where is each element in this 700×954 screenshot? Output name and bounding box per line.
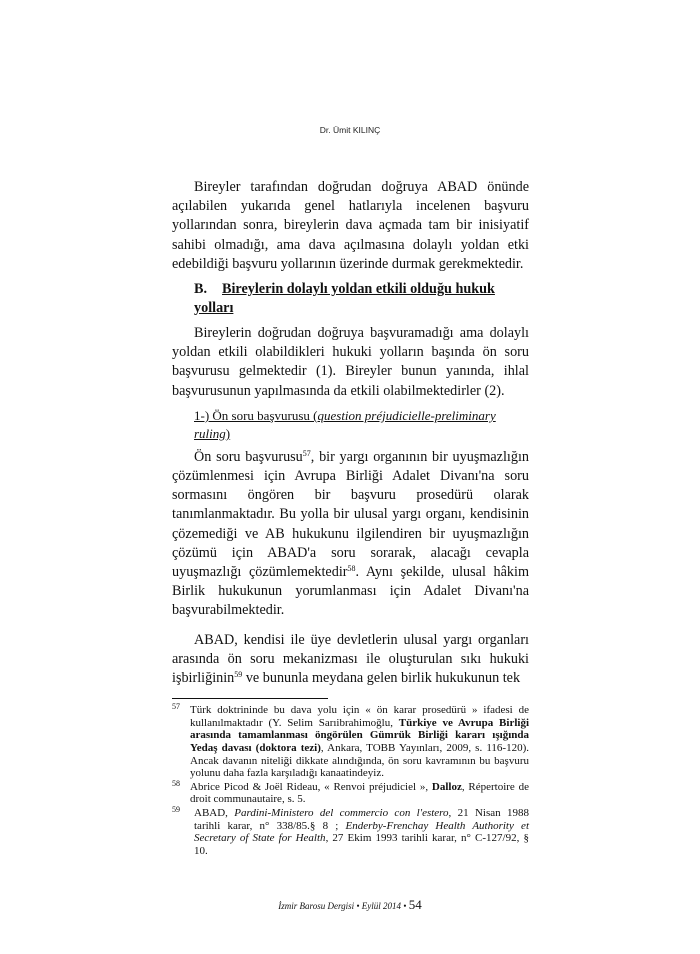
text-run: ve bununla meydana gelen birlik hukukunun tek	[242, 670, 521, 687]
footnote-ref[interactable]: 59	[234, 670, 243, 680]
journal-name: İzmir Barosu Dergisi	[278, 901, 355, 912]
paragraph: Bireylerin doğrudan doğruya başvuramadığı ama dolaylı yoldan etkili olabildikleri hukuki yolların başında ön soru başvurusu gelmektedir (1). Bireyler bunun yanında, ihlal başvurusunun yapılmasında da etkili olabilmektedirler (2).	[172, 325, 529, 399]
footnote-number: 58	[172, 778, 180, 788]
text-run: ABAD,	[194, 807, 235, 820]
paragraph	[172, 448, 529, 621]
body-text	[172, 178, 529, 857]
footnote-57	[172, 704, 529, 780]
footnote-ref[interactable]: 57	[302, 448, 311, 458]
text-run: Abrice Picod & Joël Rideau, « Renvoi préjudiciel »,	[190, 780, 432, 793]
text-run: Ön soru başvurusu	[194, 448, 303, 465]
text-run: , Ankara, TOBB Yayınları, 2009, s. 116-120). Ancak davanın niteliği dikkate alındığında, ön soru kavramının bu başvuru yolunu daha fazla karşıladığı kanaatindeyiz.	[190, 742, 529, 780]
footnote-divider	[172, 698, 328, 699]
separator: •	[356, 901, 360, 912]
subheading-italic: question préjudicielle-preliminary ruling	[194, 407, 496, 441]
text-run: Türk doktrininde bu dava yolu için « ön karar prosedürü » ifadesi de kullanılmaktadır (Y. Selim Sarıibrahimoğlu,	[190, 704, 529, 729]
text-run-bold: Dalloz	[431, 780, 462, 793]
text-run: , 21 Nisan 1988 tarihli karar, n° 338/85.§ 8 ;	[194, 807, 529, 832]
text-run: . Aynı şekilde, ulusal hâkim Birlik hukukunun yorumlanması için Adalet Divanı'na başvurabilmektedir.	[172, 564, 529, 619]
paragraph: Bireyler tarafından doğrudan doğruya ABAD önünde açılabilen yukarıda genel hatlarıyla incelenen başvuru yollarından sonra, bireylerin dava açmada tam bir inisiyatif sahibi olmadığı, ama dava açılmasına dolaylı yoldan etki edebildiği başvuru yollarının üzerinde durmak gerekmektedir.	[172, 179, 529, 272]
page-footer	[0, 897, 700, 914]
separator: •	[403, 901, 407, 912]
section-label: B.	[194, 281, 208, 298]
subheading-text: 1-) Ön soru başvurusu (	[194, 407, 318, 423]
footnote-number: 57	[172, 702, 180, 712]
text-run: , 27 Ekim 1993 tarihli karar, n° C-127/92, § 10.	[194, 832, 529, 857]
footnote-58	[172, 778, 529, 806]
text-run: ABAD, kendisi ile üye devletlerin ulusal yargı organları arasında ön soru mekanizması ile oluşturulan sıkı hukuki işbirliğinin	[172, 631, 529, 687]
page-number: 54	[408, 897, 422, 913]
issue-date: Eylül 2014	[361, 901, 402, 912]
footnote-ref[interactable]: 58	[347, 564, 356, 574]
subheading-suffix: )	[225, 425, 231, 441]
footnote-59	[172, 807, 529, 857]
text-run-bold: Türkiye ve Avrupa Birliği arasında tamamlanması öngörülen Gümrük Birliği kararı ışığında Yedaş davası (doktora tezi)	[190, 716, 529, 755]
text-run-italic: Pardini-Ministero del commercio con l'estero	[234, 807, 449, 820]
running-header: Dr. Ümit KILINÇ	[319, 125, 381, 135]
text-run: , Répertoire de droit communautaire, s. 5.	[190, 780, 529, 806]
text-run: , bir yargı organının bir uyuşmazlığın çözümlenmesi için Avrupa Birliği Adalet Divanı'na soru sormasını öngören bir başvuru prosedürü olarak tanımlanmaktadır. Bu yolla bir ulusal yargı organı, kendisinin çözemediği ve AB hukukunu ilgilendiren bir uyuşmazlığın çözümü için ABAD'a soru sorarak, alacağı cevapla uyuşmazlığı çözümlemektedir	[172, 448, 529, 581]
paragraph	[172, 631, 529, 689]
section-heading	[172, 280, 529, 318]
text-run-italic: Enderby-Frenchay Health Authority et Secretary of State for Health	[194, 819, 529, 845]
subheading	[172, 407, 529, 443]
section-title: Bireylerin dolaylı yoldan etkili olduğu hukuk yolları	[194, 281, 495, 317]
footnote-number: 59	[172, 805, 180, 815]
